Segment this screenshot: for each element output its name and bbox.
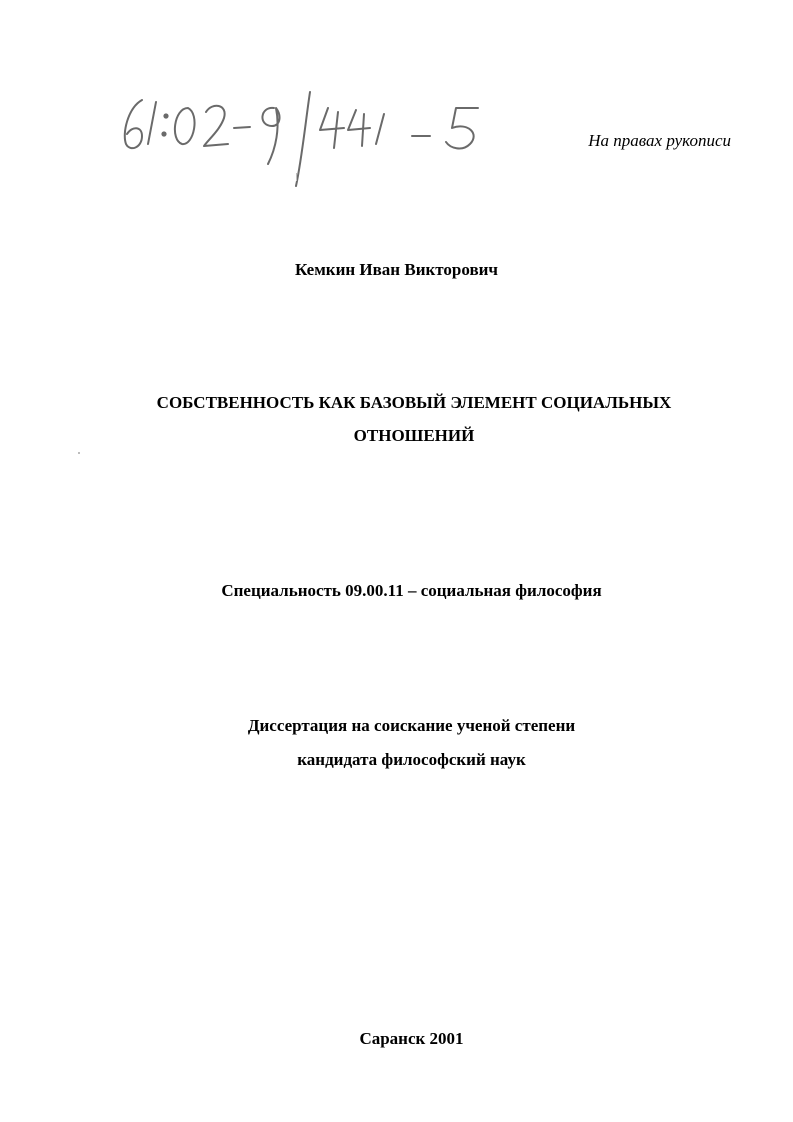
author-name: Кемкин Иван Викторович <box>294 260 499 279</box>
dissertation-title <box>100 386 728 452</box>
degree-line-2: кандидата философский наук <box>297 750 526 769</box>
scan-speck <box>78 452 80 454</box>
title-line-2: ОТНОШЕНИЙ <box>353 426 475 445</box>
degree-line-1: Диссертация на соискание ученой степени <box>247 716 576 735</box>
rights-note: На правах рукописи <box>588 131 731 150</box>
specialty-line: Специальность 09.00.11 – социальная философия <box>221 581 602 600</box>
handwritten-catalog-mark <box>112 78 512 198</box>
degree-statement <box>0 709 793 777</box>
scan-speck <box>296 173 297 181</box>
handwritten-mark-drawing <box>112 78 512 198</box>
city-and-year: Саранск 2001 <box>359 1029 464 1048</box>
title-line-1: СОБСТВЕННОСТЬ КАК БАЗОВЫЙ ЭЛЕМЕНТ СОЦИАЛЬНЫХ <box>156 393 672 412</box>
